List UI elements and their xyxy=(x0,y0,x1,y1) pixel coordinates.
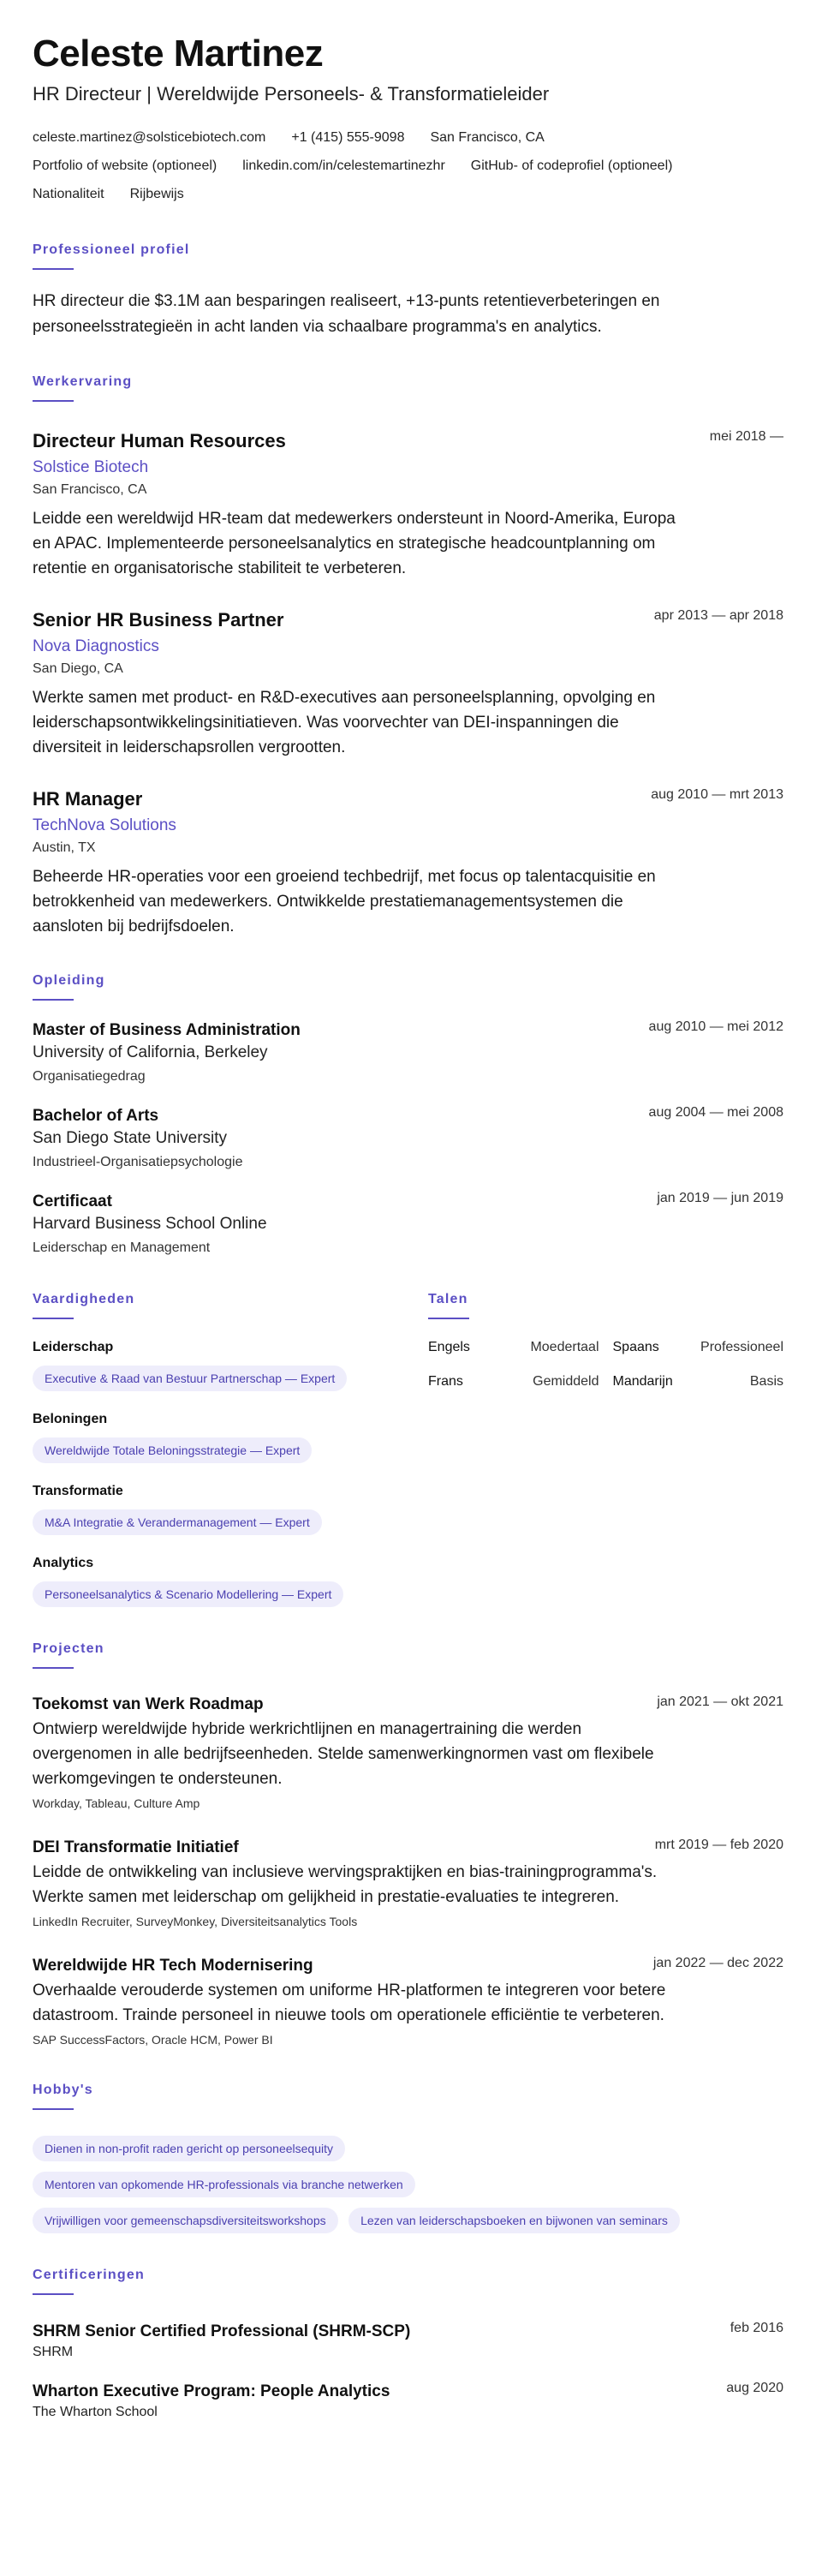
section-title-certifications: Certificeringen xyxy=(33,2268,145,2282)
section-divider xyxy=(428,1318,469,1319)
language-list xyxy=(428,1338,783,1407)
summary-text: HR directeur die $3.1M aan besparingen realiseert, +13-punts retentieverbeteringen en personeelsstrategieën in acht landen via schaalbare programma's en analytics. xyxy=(33,292,660,336)
job-entry xyxy=(33,429,783,581)
section-divider xyxy=(33,1318,74,1319)
skill-chip: Wereldwijde Totale Beloningsstrategie — Expert xyxy=(33,1437,312,1463)
language-level: Gemiddeld xyxy=(533,1374,599,1389)
skill-category: Beloningen xyxy=(33,1412,108,1426)
job-title: HR Manager xyxy=(33,788,143,810)
edu-degree: Master of Business Administration xyxy=(33,1021,301,1039)
language-name: Engels xyxy=(428,1340,470,1354)
job-title: Directeur Human Resources xyxy=(33,430,286,451)
cert-issuer: The Wharton School xyxy=(33,2405,158,2419)
contact-email[interactable]: celeste.martinez@solsticebiotech.com xyxy=(33,130,266,145)
education-section xyxy=(33,973,783,1258)
project-title: Wereldwijde HR Tech Modernisering xyxy=(33,1957,313,1975)
project-entry xyxy=(33,1838,783,1930)
language-level: Basis xyxy=(749,1374,783,1389)
contact-license: Rijbewijs xyxy=(129,187,184,201)
job-description: Beheerde HR-operaties voor een groeiend techbedrijf, met focus op talentacquisitie en betrokkenheid van medewerkers. Ontwikkelde prestatiemanagementsystemen die aansloten bij bedrijfsdoelen. xyxy=(33,868,656,935)
project-description: Leidde de ontwikkeling van inclusieve wervingspraktijken en bias-trainingprogramma's. Werkte samen met leiderschap om gelijkheid in prestatie-evaluaties te integreren. xyxy=(33,1863,658,1906)
project-title: DEI Transformatie Initiatief xyxy=(33,1838,239,1856)
job-entry xyxy=(33,608,783,760)
job-description: Leidde een wereldwijd HR-team dat medewerkers ondersteunt in Noord-Amerika, Europa en APAC. Implementeerde personeelsanalytics en strategische headcountplanning om retentie en organisatorische stabiliteit te verbeteren. xyxy=(33,510,676,577)
edu-field: Industrieel-Organisatiepsychologie xyxy=(33,1155,243,1169)
skills-languages-row xyxy=(33,1258,783,1607)
skill-category: Transformatie xyxy=(33,1484,123,1498)
project-tools: LinkedIn Recruiter, SurveyMonkey, Diversiteitsanalytics Tools xyxy=(33,1915,358,1928)
section-title-experience: Werkervaring xyxy=(33,374,133,389)
project-title: Toekomst van Werk Roadmap xyxy=(33,1695,264,1713)
language-item xyxy=(613,1372,784,1391)
edu-field: Organisatiegedrag xyxy=(33,1069,146,1084)
job-location: San Diego, CA xyxy=(33,661,123,676)
project-date: jan 2022 — dec 2022 xyxy=(652,1956,783,1970)
section-divider xyxy=(33,1667,74,1669)
hobby-chip: Vrijwilligen voor gemeenschapsdiversiteitsworkshops xyxy=(33,2208,338,2233)
education-entry xyxy=(33,1019,783,1086)
job-company: Nova Diagnostics xyxy=(33,637,159,655)
contact-extra xyxy=(33,180,783,208)
edu-school: University of California, Berkeley xyxy=(33,1043,268,1061)
skill-group xyxy=(33,1410,428,1463)
contact-nationality: Nationaliteit xyxy=(33,187,104,201)
job-company: TechNova Solutions xyxy=(33,816,176,834)
job-company: Solstice Biotech xyxy=(33,458,149,476)
edu-date: jan 2019 — jun 2019 xyxy=(657,1191,783,1205)
hobby-chip: Lezen van leiderschapsboeken en bijwonen van seminars xyxy=(348,2208,680,2233)
skill-group xyxy=(33,1554,428,1607)
edu-degree: Bachelor of Arts xyxy=(33,1107,159,1125)
skill-chip: M&A Integratie & Verandermanagement — Expert xyxy=(33,1509,322,1535)
section-title-education: Opleiding xyxy=(33,973,105,988)
edu-school: San Diego State University xyxy=(33,1129,228,1147)
candidate-headline: HR Directeur | Wereldwijde Personeels- & Transformatieleider xyxy=(33,83,550,105)
language-name: Frans xyxy=(428,1374,463,1389)
language-name: Spaans xyxy=(612,1340,659,1354)
edu-date: aug 2004 — mei 2008 xyxy=(648,1105,783,1120)
edu-degree: Certificaat xyxy=(33,1192,112,1210)
hobby-chip: Mentoren van opkomende HR-professionals via branche netwerken xyxy=(33,2172,415,2197)
language-item xyxy=(428,1338,599,1357)
project-tools: SAP SuccessFactors, Oracle HCM, Power BI xyxy=(33,2033,273,2047)
language-item xyxy=(613,1338,784,1357)
summary-section xyxy=(33,242,783,340)
project-date: mrt 2019 — feb 2020 xyxy=(654,1838,783,1852)
language-item xyxy=(428,1372,599,1391)
section-title-hobbies: Hobby's xyxy=(33,2083,93,2097)
project-description: Overhaalde verouderde systemen om uniforme HR-platformen te integreren voor betere datastroom. Trainde personeel in nieuwe tools om operationele efficiëntie te verbeteren. xyxy=(33,1981,666,2024)
edu-school: Harvard Business School Online xyxy=(33,1215,267,1233)
projects-section xyxy=(33,1641,783,2048)
contact-location: San Francisco, CA xyxy=(430,130,545,145)
skills-section xyxy=(33,1258,428,1607)
section-divider xyxy=(33,2108,74,2110)
project-date: jan 2021 — okt 2021 xyxy=(657,1694,783,1709)
hobby-list xyxy=(33,2125,783,2233)
section-title-skills: Vaardigheden xyxy=(33,1292,135,1306)
section-divider xyxy=(33,2293,74,2295)
section-title-summary: Professioneel profiel xyxy=(33,242,190,257)
language-name: Mandarijn xyxy=(612,1374,673,1389)
section-divider xyxy=(33,999,74,1001)
education-entry xyxy=(33,1105,783,1172)
section-divider xyxy=(33,400,74,402)
project-entry xyxy=(33,1694,783,1812)
project-tools: Workday, Tableau, Culture Amp xyxy=(33,1796,200,1810)
contact-info xyxy=(33,123,783,152)
hobby-chip: Dienen in non-profit raden gericht op personeelsequity xyxy=(33,2136,345,2161)
contact-github[interactable]: GitHub- of codeprofiel (optioneel) xyxy=(470,158,673,173)
contact-phone[interactable]: +1 (415) 555-9098 xyxy=(291,130,405,145)
resume-header xyxy=(33,33,783,208)
language-level: Professioneel xyxy=(700,1340,783,1354)
cert-date: aug 2020 xyxy=(726,2381,783,2395)
cert-issuer: SHRM xyxy=(33,2345,74,2359)
skill-chip: Personeelsanalytics & Scenario Modellering — Expert xyxy=(33,1581,343,1607)
contact-linkedin[interactable]: linkedin.com/in/celestemartinezhr xyxy=(242,158,445,173)
edu-date: aug 2010 — mei 2012 xyxy=(648,1019,783,1034)
job-title: Senior HR Business Partner xyxy=(33,609,284,631)
language-level: Moedertaal xyxy=(530,1340,599,1354)
skill-category: Analytics xyxy=(33,1556,94,1570)
contact-links xyxy=(33,152,783,180)
languages-section xyxy=(428,1258,783,1607)
skill-group xyxy=(33,1482,428,1535)
candidate-name: Celeste Martinez xyxy=(33,33,324,75)
cert-date: feb 2016 xyxy=(730,2321,783,2335)
cert-name: Wharton Executive Program: People Analytics xyxy=(33,2382,390,2400)
project-entry xyxy=(33,1956,783,2048)
skill-group xyxy=(33,1338,428,1391)
section-divider xyxy=(33,268,74,270)
job-date: apr 2013 — apr 2018 xyxy=(653,608,783,623)
edu-field: Leiderschap en Management xyxy=(33,1240,211,1255)
section-title-languages: Talen xyxy=(428,1292,468,1306)
education-entry xyxy=(33,1191,783,1258)
experience-section xyxy=(33,374,783,939)
skill-category: Leiderschap xyxy=(33,1340,114,1354)
certification-entry xyxy=(33,2321,783,2362)
cert-name: SHRM Senior Certified Professional (SHRM-SCP) xyxy=(33,2322,411,2340)
job-description: Werkte samen met product- en R&D-executives aan personeelsplanning, opvolging en leiderschapsontwikkelingsinitiatieven. Was voorvechter van DEI-inspanningen die diversiteit in leiderschapsrollen vergrootten. xyxy=(33,689,656,756)
contact-portfolio[interactable]: Portfolio of website (optioneel) xyxy=(33,158,217,173)
project-description: Ontwierp wereldwijde hybride werkrichtlijnen en managertraining die werden overgenomen in alle bedrijfseenheden. Stelde samenwerkingnormen vast om flexibele werkomgevingen te ondersteunen. xyxy=(33,1720,654,1788)
job-location: Austin, TX xyxy=(33,840,96,855)
certifications-section xyxy=(33,2268,783,2422)
section-title-projects: Projecten xyxy=(33,1641,104,1656)
hobbies-section xyxy=(33,2083,783,2233)
job-date: mei 2018 — xyxy=(709,429,783,444)
skill-chip: Executive & Raad van Bestuur Partnerschap — Expert xyxy=(33,1366,347,1391)
job-entry xyxy=(33,787,783,939)
certification-entry xyxy=(33,2381,783,2422)
job-location: San Francisco, CA xyxy=(33,482,147,497)
job-date: aug 2010 — mrt 2013 xyxy=(651,787,783,802)
